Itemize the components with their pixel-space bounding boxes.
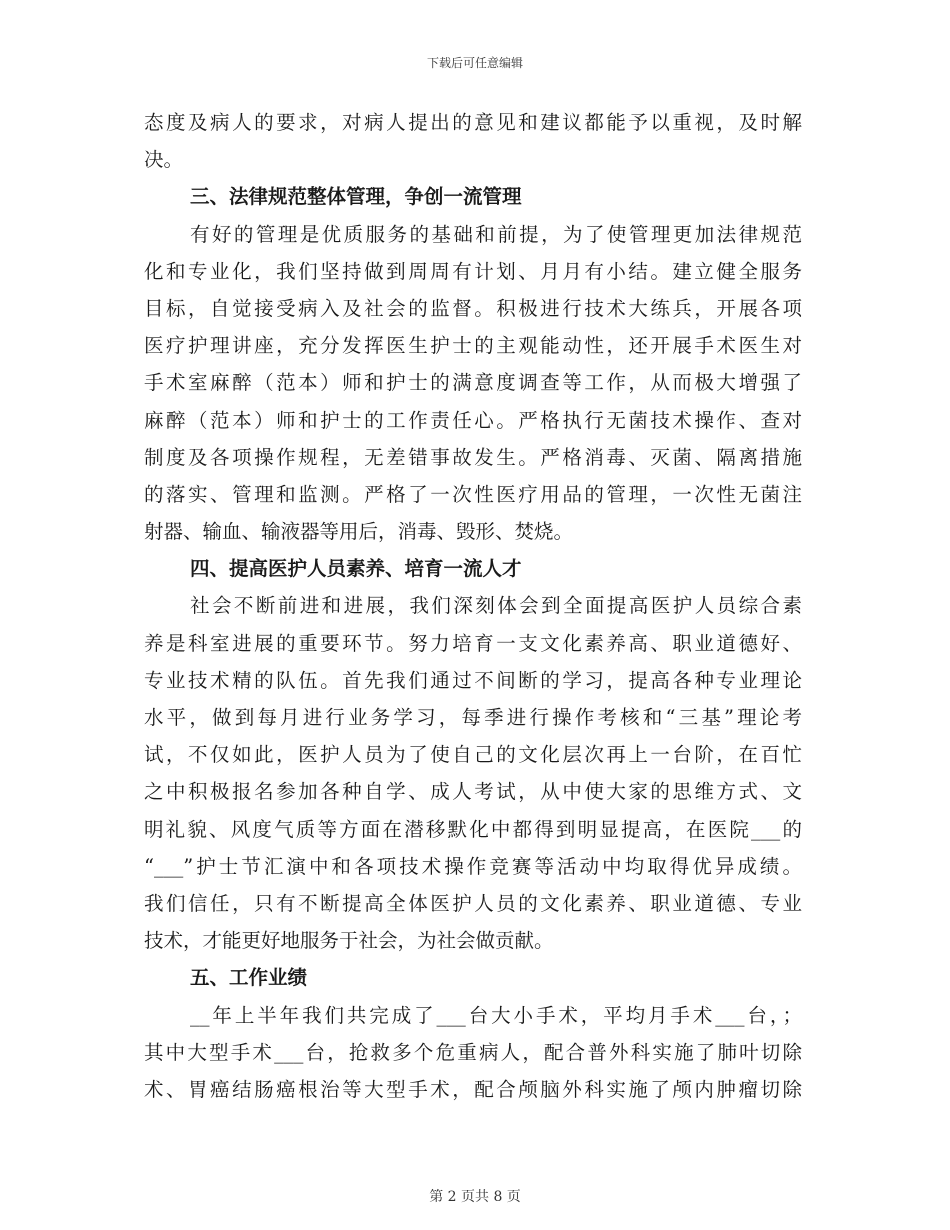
text-line: 之中积极报名参加各种自学、成人考试，从中使大家的思维方式、文 (144, 780, 802, 804)
text-line: 态度及病人的要求，对病人提出的意见和建议都能予以重视，及时解 (144, 111, 802, 134)
section-heading: 四、提高医护人员素养、培育一流人才 (190, 557, 522, 581)
text-line: __年上半年我们共完成了___台大小手术，平均月手术___台，； (190, 1003, 802, 1027)
section-heading: 五、工作业绩 (190, 966, 308, 990)
text-line: 技术，才能更好地服务于社会，为社会做贡献。 (144, 929, 554, 953)
text-line: 决。 (144, 148, 184, 172)
page-header: 下载后可任意编辑 (426, 56, 523, 70)
text-line: 医疗护理讲座，充分发挥医生护士的主观能动性，还开展手术医生对 (144, 334, 802, 358)
page-footer: 第 2 页共 8 页 (429, 1189, 521, 1205)
text-line: 化和专业化，我们坚持做到周周有计划、月月有小结。建立健全服务 (144, 259, 802, 283)
text-line: 专业技术精的队伍。首先我们通过不间断的学习，提高各种专业理论 (144, 668, 802, 692)
text-line: 明礼貌、风度气质等方面在潜移默化中都得到明显提高，在医院___的 (144, 817, 802, 841)
text-line: 其中大型手术___台，抢救多个危重病人，配合普外科实施了肺叶切除 (144, 1040, 802, 1064)
text-line: 水平，做到每月进行业务学习，每季进行操作考核和“三基”理论考 (144, 706, 802, 729)
text-line: 麻醉（范本）师和护士的工作责任心。严格执行无菌技术操作、查对 (144, 408, 802, 432)
text-line: 制度及各项操作规程，无差错事故发生。严格消毒、灭菌、隔离措施 (144, 445, 802, 469)
text-line: 术、胃癌结肠癌根治等大型手术，配合颅脑外科实施了颅内肿瘤切除 (144, 1077, 802, 1101)
text-line: 目标，自觉接受病入及社会的监督。积极进行技术大练兵，开展各项 (144, 296, 802, 320)
text-line: 试，不仅如此，医护人员为了使自己的文化层次再上一台阶，在百忙 (144, 743, 802, 767)
section-heading: 三、法律规范整体管理，争创一流管理 (190, 185, 522, 209)
text-line: 射器、输血、输液器等用后，消毒、毁形、焚烧。 (144, 520, 574, 544)
text-line: 有好的管理是优质服务的基础和前提，为了使管理更加法律规范 (190, 222, 802, 246)
text-line: 的落实、管理和监测。严格了一次性医疗用品的管理，一次性无菌注 (144, 482, 802, 506)
text-line: 我们信任，只有不断提高全体医护人员的文化素养、职业道德、专业 (144, 891, 802, 915)
document-body (144, 104, 802, 1108)
text-line: 手术室麻醉（范本）师和护士的满意度调查等工作，从而极大增强了 (144, 371, 802, 395)
text-line: 社会不断前进和进展，我们深刻体会到全面提高医护人员综合素 (190, 594, 802, 618)
text-line: 养是科室进展的重要环节。努力培育一支文化素养高、职业道德好、 (144, 631, 802, 655)
text-line: “___”护士节汇演中和各项技术操作竞赛等活动中均取得优异成绩。 (144, 854, 802, 878)
